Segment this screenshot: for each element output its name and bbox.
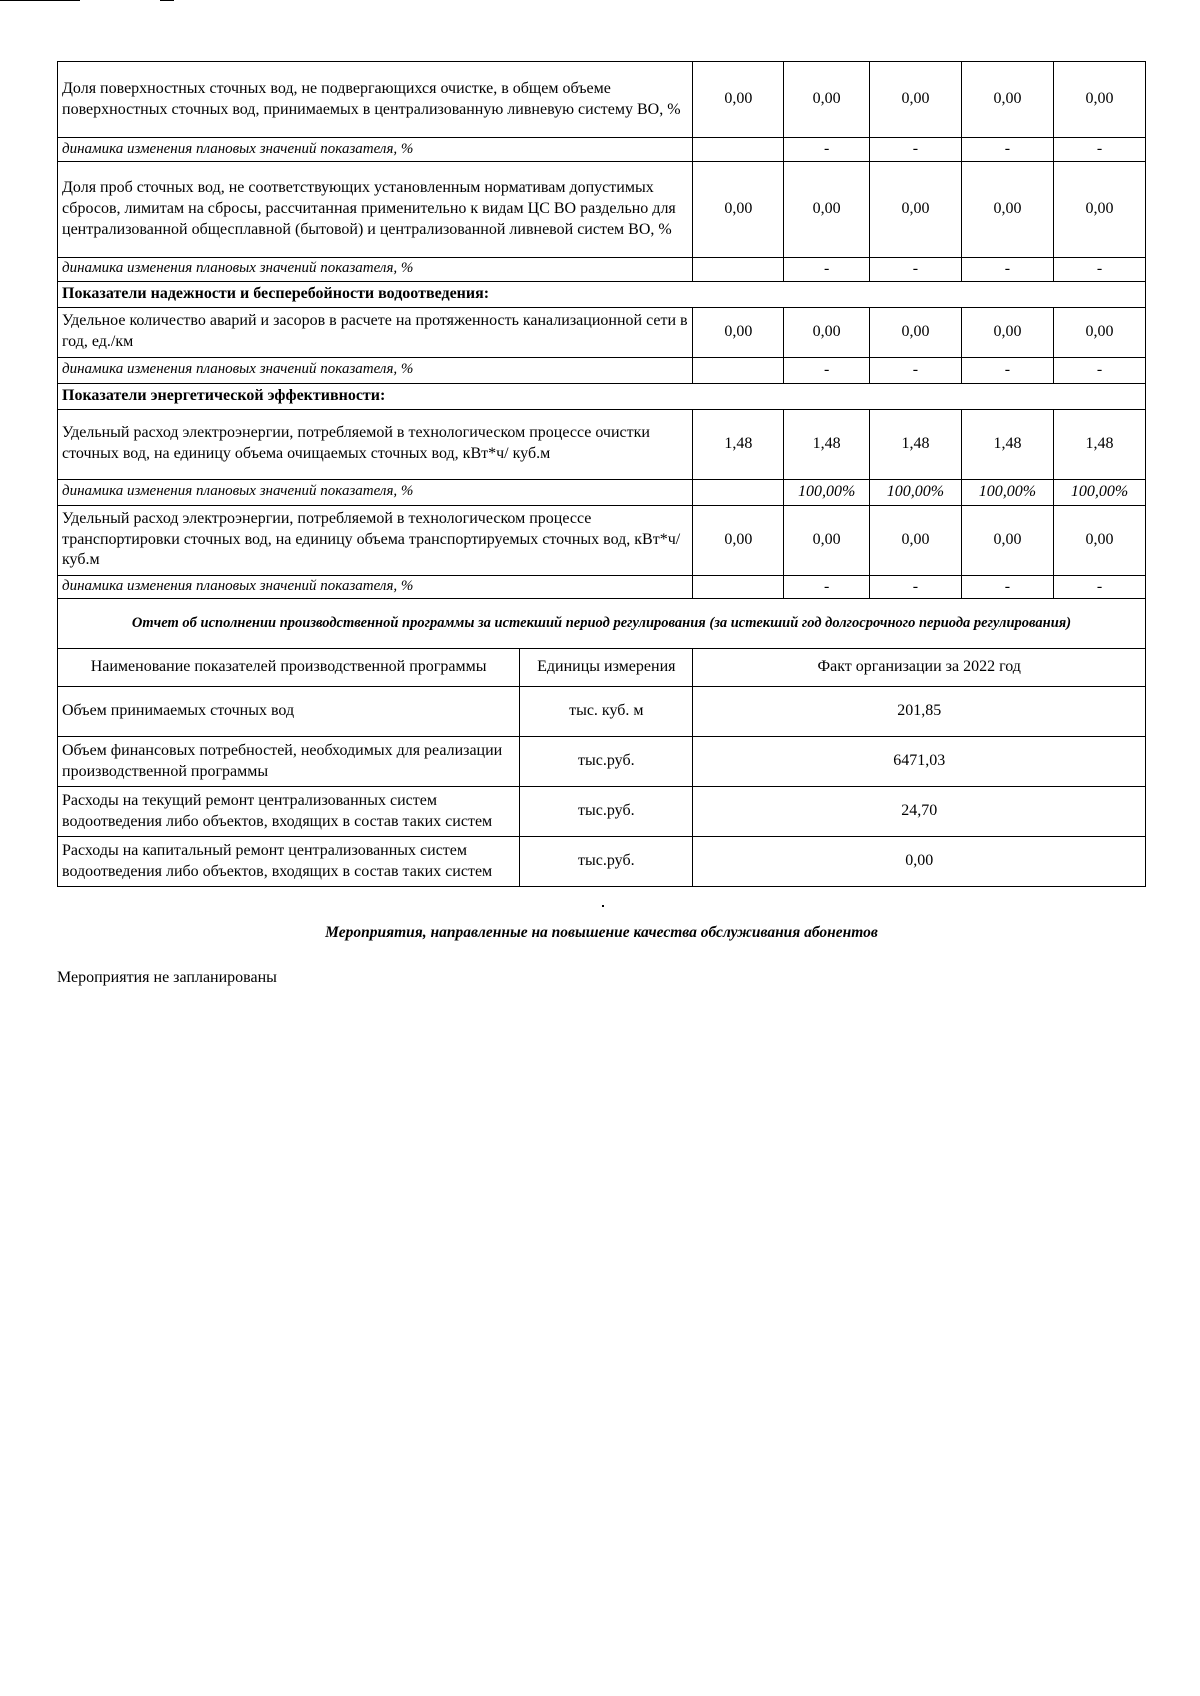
indicator-value: 0,00 [693, 161, 784, 257]
dynamic-row [58, 479, 1146, 505]
dynamic-value: - [784, 575, 870, 599]
indicator-row [58, 161, 1146, 257]
indicator-value: 0,00 [784, 307, 870, 357]
report-title-row [58, 599, 1146, 649]
report-row-unit: тыс.руб. [520, 837, 693, 887]
dynamic-value: - [869, 575, 961, 599]
dynamic-value: - [1053, 357, 1145, 383]
indicator-label: Удельный расход электроэнергии, потребляемой в технологическом процессе очистки сточных вод, на единицу объема очищаемых сточных вод, кВт*ч/ куб.м [58, 409, 693, 479]
indicator-value: 0,00 [693, 62, 784, 138]
report-header-unit: Единицы измерения [520, 649, 693, 687]
indicator-value: 0,00 [1053, 62, 1145, 138]
scan-edge-mark [0, 0, 80, 1]
report-row-name: Расходы на текущий ремонт централизованных систем водоотведения либо объектов, входящих в состав таких систем [58, 787, 520, 837]
scan-edge-mark [160, 0, 174, 1]
indicator-value: 0,00 [869, 307, 961, 357]
dynamic-label: динамика изменения плановых значений показателя, % [58, 575, 693, 599]
dynamic-value: - [961, 575, 1053, 599]
indicator-value: 1,48 [1053, 409, 1145, 479]
dynamic-value: - [869, 257, 961, 281]
indicator-value: 0,00 [693, 505, 784, 575]
indicator-value: 0,00 [961, 307, 1053, 357]
report-row [58, 687, 1146, 737]
section-heading: Показатели энергетической эффективности: [58, 383, 1146, 409]
measures-text: Мероприятия не запланированы [57, 969, 277, 986]
dynamic-value: - [1053, 575, 1145, 599]
dynamic-value [693, 257, 784, 281]
dynamic-value: - [961, 257, 1053, 281]
indicator-value: 1,48 [784, 409, 870, 479]
report-row-value: 6471,03 [693, 737, 1146, 787]
dynamic-row [58, 575, 1146, 599]
report-row [58, 737, 1146, 787]
indicator-value: 1,48 [693, 409, 784, 479]
report-row-unit: тыс.руб. [520, 737, 693, 787]
indicator-label: Доля проб сточных вод, не соответствующих установленным нормативам допустимых сбросов, лимитам на сбросы, рассчитанная применительно к видам ЦС ВО раздельно для централизованной общесплавной (бытовой) и централизованной ливневой систем ВО, % [58, 161, 693, 257]
dynamic-label: динамика изменения плановых значений показателя, % [58, 357, 693, 383]
report-header-name: Наименование показателей производственной программы [58, 649, 520, 687]
dynamic-label: динамика изменения плановых значений показателя, % [58, 138, 693, 162]
indicator-label: Доля поверхностных сточных вод, не подвергающихся очистке, в общем объеме поверхностных сточных вод, принимаемых в централизованную ливневую систему ВО, % [58, 62, 693, 138]
dynamic-value: 100,00% [869, 479, 961, 505]
dynamic-value [693, 575, 784, 599]
dynamic-value: - [1053, 257, 1145, 281]
dynamic-value: - [784, 257, 870, 281]
indicators-table [57, 61, 1146, 887]
dynamic-value: - [784, 138, 870, 162]
report-header-row [58, 649, 1146, 687]
dynamic-label: динамика изменения плановых значений показателя, % [58, 479, 693, 505]
indicator-value: 0,00 [784, 505, 870, 575]
dynamic-value: 100,00% [1053, 479, 1145, 505]
indicator-value: 0,00 [961, 505, 1053, 575]
scan-dot [602, 905, 604, 907]
indicator-value: 0,00 [1053, 505, 1145, 575]
report-row-unit: тыс.руб. [520, 787, 693, 837]
indicators-body [58, 62, 1146, 887]
report-row-unit: тыс. куб. м [520, 687, 693, 737]
indicator-value: 0,00 [961, 62, 1053, 138]
indicator-value: 0,00 [1053, 307, 1145, 357]
indicator-row [58, 62, 1146, 138]
dynamic-row [58, 138, 1146, 162]
dynamic-value: - [869, 138, 961, 162]
indicator-value: 0,00 [784, 62, 870, 138]
indicator-row [58, 307, 1146, 357]
dynamic-value [693, 479, 784, 505]
dynamic-value: 100,00% [961, 479, 1053, 505]
report-header-fact: Факт организации за 2022 год [693, 649, 1146, 687]
dynamic-value [693, 357, 784, 383]
report-row-value: 0,00 [693, 837, 1146, 887]
report-row-name: Расходы на капитальный ремонт централизованных систем водоотведения либо объектов, входящих в состав таких систем [58, 837, 520, 887]
indicator-row [58, 409, 1146, 479]
report-row [58, 837, 1146, 887]
indicator-row [58, 505, 1146, 575]
dynamic-value [693, 138, 784, 162]
dynamic-value: - [961, 357, 1053, 383]
report-row-value: 201,85 [693, 687, 1146, 737]
indicator-value: 0,00 [693, 307, 784, 357]
dynamic-value: - [1053, 138, 1145, 162]
dynamic-value: 100,00% [784, 479, 870, 505]
report-row-value: 24,70 [693, 787, 1146, 837]
indicator-label: Удельный расход электроэнергии, потребляемой в технологическом процессе транспортировки сточных вод, на единицу объема транспортируемых сточных вод, кВт*ч/ куб.м [58, 505, 693, 575]
measures-heading: Мероприятия, направленные на повышение качества обслуживания абонентов [325, 924, 878, 941]
section-row [58, 281, 1146, 307]
report-row [58, 787, 1146, 837]
section-row [58, 383, 1146, 409]
dynamic-value: - [869, 357, 961, 383]
dynamic-label: динамика изменения плановых значений показателя, % [58, 257, 693, 281]
indicator-value: 1,48 [961, 409, 1053, 479]
indicator-label: Удельное количество аварий и засоров в расчете на протяженность канализационной сети в год, ед./км [58, 307, 693, 357]
report-row-name: Объем принимаемых сточных вод [58, 687, 520, 737]
dynamic-value: - [784, 357, 870, 383]
indicator-value: 0,00 [784, 161, 870, 257]
indicator-value: 0,00 [869, 505, 961, 575]
report-title: Отчет об исполнении производственной программы за истекший период регулирования (за истекший год долгосрочного периода регулирования) [58, 599, 1146, 649]
dynamic-row [58, 357, 1146, 383]
indicator-value: 0,00 [869, 161, 961, 257]
dynamic-value: - [961, 138, 1053, 162]
dynamic-row [58, 257, 1146, 281]
indicator-value: 0,00 [869, 62, 961, 138]
indicator-value: 0,00 [961, 161, 1053, 257]
section-heading: Показатели надежности и бесперебойности водоотведения: [58, 281, 1146, 307]
indicator-value: 1,48 [869, 409, 961, 479]
report-row-name: Объем финансовых потребностей, необходимых для реализации производственной программы [58, 737, 520, 787]
indicator-value: 0,00 [1053, 161, 1145, 257]
